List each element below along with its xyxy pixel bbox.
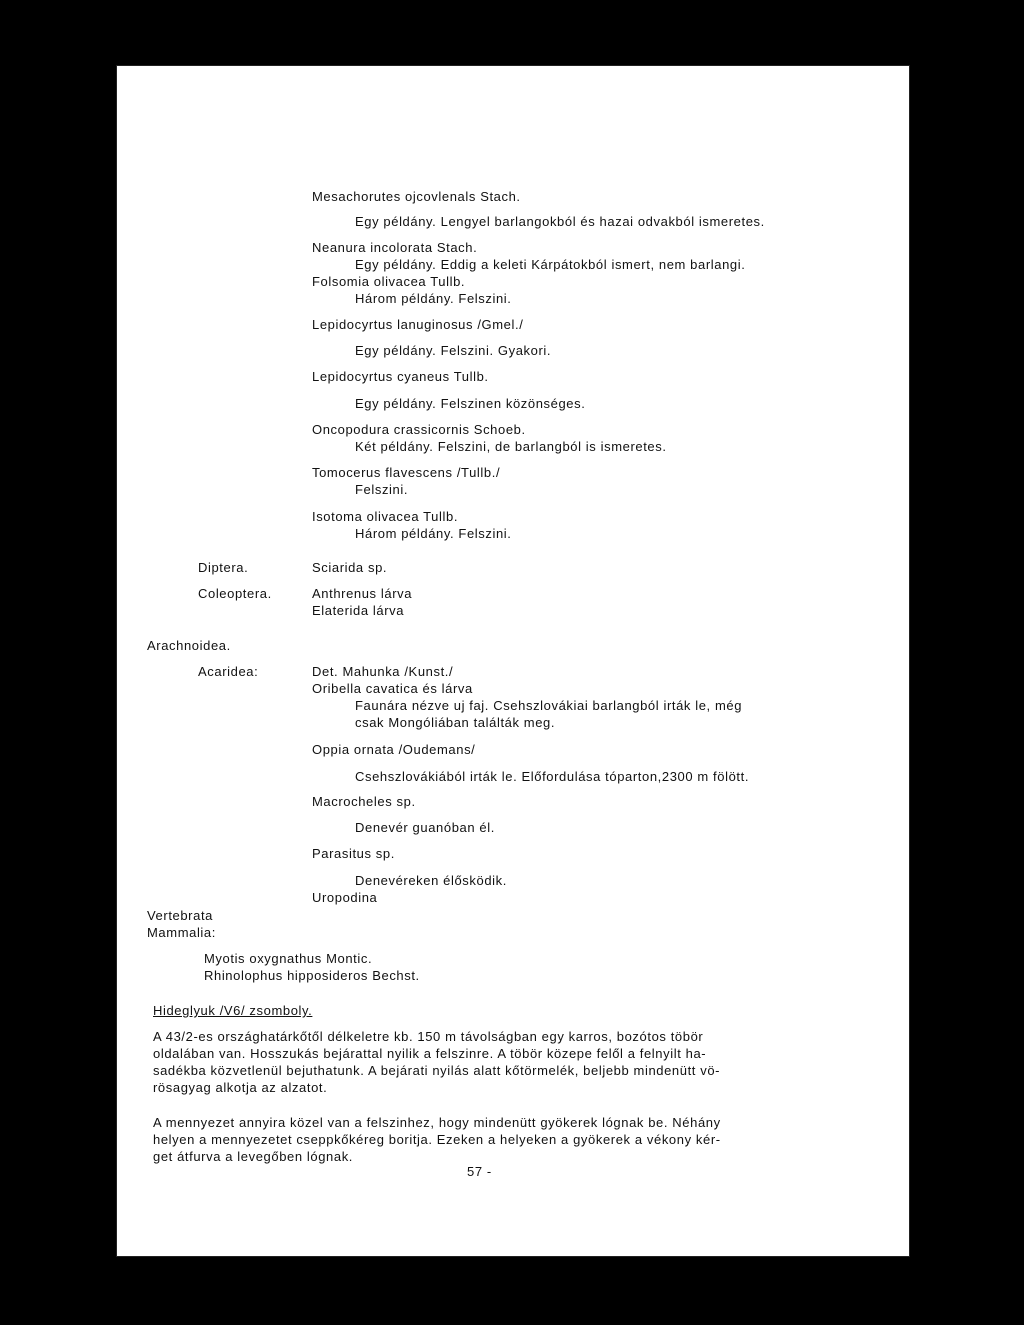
text-line-l08: Egy példány. Felszini. Gyakori. — [355, 343, 552, 358]
text-line-l25: Oribella cavatica és lárva — [312, 681, 473, 696]
text-line-l27: csak Mongóliában találták meg. — [355, 715, 556, 730]
text-line-l03: Neanura incolorata Stach. — [312, 240, 478, 255]
text-line-l47: 57 - — [467, 1164, 492, 1179]
text-line-l42: sadékba közvetlenül bejuthatunk. A bejárati nyilás alatt kőtörmelék, beljebb mindenütt vö- — [153, 1063, 721, 1078]
text-line-l30: Macrocheles sp. — [312, 794, 416, 809]
text-line-l12: Két példány. Felszini, de barlangból is ismeretes. — [355, 439, 667, 454]
text-line-l13: Tomocerus flavescens /Tullb./ — [312, 465, 501, 480]
text-line-l40: A 43/2-es országhatárkőtől délkeletre kb. 150 m távolságban egy karros, bozótos töbör — [153, 1029, 704, 1044]
text-line-l35: Vertebrata — [147, 908, 213, 923]
text-line-l15: Isotoma olivacea Tullb. — [312, 509, 459, 524]
text-line-l46: get átfurva a levegőben lógnak. — [153, 1149, 354, 1164]
text-line-l24: Det. Mahunka /Kunst./ — [312, 664, 454, 679]
text-line-l45: helyen a mennyezetet cseppkőkéreg boritja. Ezeken a helyeken a gyökerek a vékony kér- — [153, 1132, 721, 1147]
text-line-l43: rösagyag alkotja az alzatot. — [153, 1080, 328, 1095]
text-line-l32: Parasitus sp. — [312, 846, 395, 861]
text-line-l01: Mesachorutes ojcovlenals Stach. — [312, 189, 521, 204]
text-line-l22: Arachnoidea. — [147, 638, 231, 653]
text-line-l28: Oppia ornata /Oudemans/ — [312, 742, 476, 757]
text-line-l17: Diptera. — [198, 560, 249, 575]
text-line-l02: Egy példány. Lengyel barlangokból és hazai odvakból ismeretes. — [355, 214, 765, 229]
text-line-l34: Uropodina — [312, 890, 378, 905]
text-line-l21: Elaterida lárva — [312, 603, 405, 618]
text-line-l07: Lepidocyrtus lanuginosus /Gmel./ — [312, 317, 524, 332]
text-line-l26: Faunára nézve uj faj. Csehszlovákiai barlangból irták le, még — [355, 698, 743, 713]
text-line-l44: A mennyezet annyira közel van a felszinhez, hogy mindenütt gyökerek lógnak be. Néhány — [153, 1115, 721, 1130]
text-line-l38: Rhinolophus hipposideros Bechst. — [204, 968, 420, 983]
text-line-l05: Folsomia olivacea Tullb. — [312, 274, 466, 289]
text-line-l20: Anthrenus lárva — [312, 586, 413, 601]
text-line-l19: Coleoptera. — [198, 586, 272, 601]
text-line-l11: Oncopodura crassicornis Schoeb. — [312, 422, 526, 437]
text-line-l23: Acaridea: — [198, 664, 259, 679]
text-line-l06: Három példány. Felszini. — [355, 291, 512, 306]
text-line-l18: Sciarida sp. — [312, 560, 388, 575]
text-line-l10: Egy példány. Felszinen közönséges. — [355, 396, 586, 411]
text-line-l14: Felszini. — [355, 482, 409, 497]
text-line-l31: Denevér guanóban él. — [355, 820, 495, 835]
text-line-l37: Myotis oxygnathus Montic. — [204, 951, 373, 966]
text-line-l29: Csehszlovákiából irták le. Előfordulása tóparton,2300 m fölött. — [355, 769, 750, 784]
text-line-l33: Denevéreken élősködik. — [355, 873, 507, 888]
text-line-l41: oldalában van. Hosszukás bejárattal nyilik a felszinre. A töbör közepe felől a felnyilt ha- — [153, 1046, 707, 1061]
text-line-l39: Hideglyuk /V6/ zsomboly. — [153, 1003, 313, 1018]
text-line-l09: Lepidocyrtus cyaneus Tullb. — [312, 369, 489, 384]
text-line-l36: Mammalia: — [147, 925, 216, 940]
text-line-l04: Egy példány. Eddig a keleti Kárpátokból ismert, nem barlangi. — [355, 257, 746, 272]
text-line-l16: Három példány. Felszini. — [355, 526, 512, 541]
